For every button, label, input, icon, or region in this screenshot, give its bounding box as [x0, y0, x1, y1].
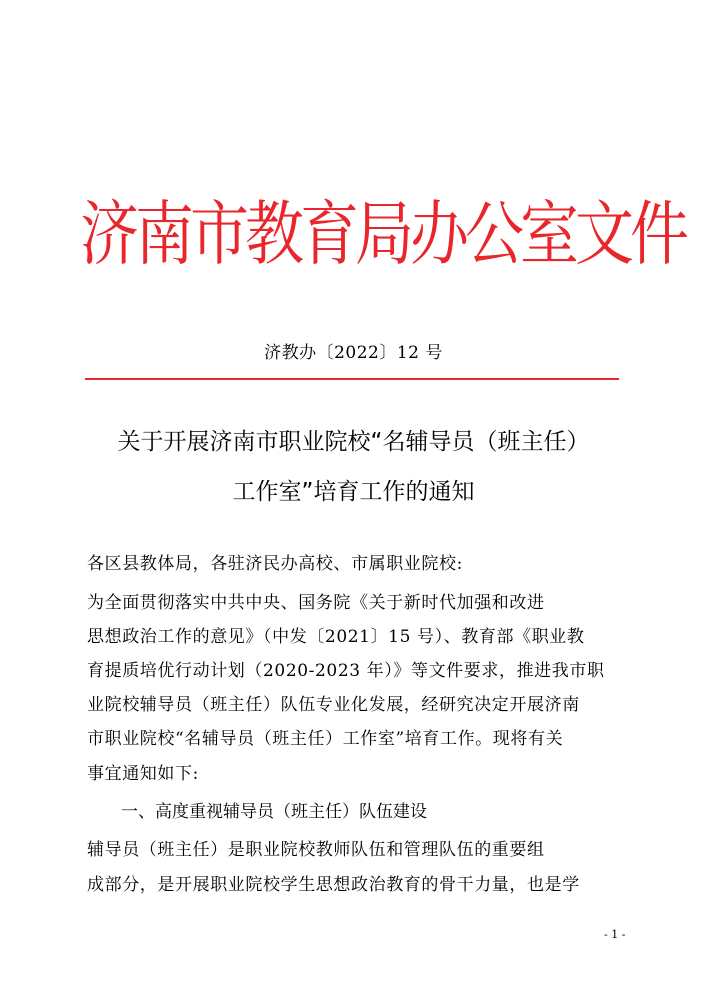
document-number: 济教办〔2022〕12 号	[264, 343, 443, 363]
page-number: - 1 -	[604, 928, 626, 941]
body-paragraph-line: 成部分，是开展职业院校学生思想政治教育的骨干力量，也是学	[87, 875, 580, 895]
body-paragraph-line: 业院校辅导员（班主任）队伍专业化发展，经研究决定开展济南	[87, 695, 580, 715]
body-paragraph-line: 为全面贯彻落实中共中央、国务院《关于新时代加强和改进	[87, 593, 545, 613]
body-paragraph-line: 育提质培优行动计划（2020-2023 年）》等文件要求，推进我市职	[87, 661, 605, 681]
red-divider-line	[85, 378, 619, 380]
notice-title-line-1: 关于开展济南市职业院校“名辅导员（班主任）	[117, 429, 590, 455]
section-heading-1: 一、高度重视辅导员（班主任）队伍建设	[121, 802, 427, 822]
salutation-line: 各区县教体局，各驻济民办高校、市属职业院校:	[87, 554, 463, 574]
document-header-title: 济南市教育局办公室文件	[80, 192, 686, 275]
body-paragraph-line: 事宜通知如下:	[87, 764, 199, 784]
body-paragraph-line: 市职业院校“名辅导员（班主任）工作室”培育工作。现将有关	[87, 729, 564, 749]
body-paragraph-line: 思想政治工作的意见》（中发〔2021〕15 号）、教育部《职业教	[87, 627, 585, 647]
notice-title-line-2: 工作室”培育工作的通知	[232, 479, 475, 505]
body-paragraph-line: 辅导员（班主任）是职业院校教师队伍和管理队伍的重要组	[87, 840, 545, 860]
